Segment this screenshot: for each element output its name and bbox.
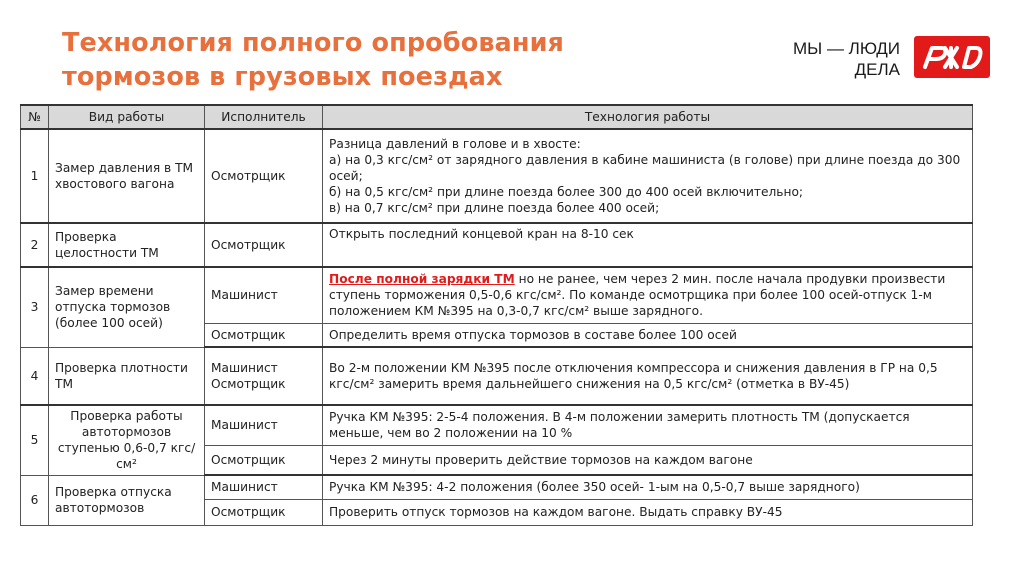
table-row [21,223,973,267]
slogan-line-2: ДЕЛА [854,60,900,79]
technology-cell: Во 2-м положении КМ №395 после отключения компрессора и снижения давления в ГР на 0,5 кгс/см² замерить время дальнейшего снижения на 0,5 кгс/см² (отметка в ВУ-45) [323,347,973,405]
executor-cell: Осмотрщик [205,499,323,525]
executor-name: Машинист [211,361,278,375]
technology-cell: Открыть последний концевой кран на 8-10 сек [323,223,973,267]
executor-cell: Осмотрщик [205,129,323,223]
executor-cell: Машинист [205,267,323,323]
technology-text: но не ранее, чем через 2 мин. после начала продувки произвести ступень торможения 0,5-0,6 кгс/см². По команде осмотрщика при более 100 осей-отпуск 1-м положением КМ №395 на 0,3-0,7 кгс/см² выше зарядного. [329,272,946,319]
page-title [62,26,564,94]
page-title-line-2: тормозов в грузовых поездах [62,62,503,92]
rzd-logo [914,36,990,78]
executor-name: Осмотрщик [211,377,286,391]
technology-cell: Ручка КМ №395: 2-5-4 положения. В 4-м положении замерить плотность ТМ (допускается меньше, чем во 2 положении на 10 % [323,405,973,445]
column-header-number: № [21,105,49,129]
work-type-cell: Замер давления в ТМ хвостового вагона [49,129,205,223]
technology-cell: Ручка КМ №395: 4-2 положения (более 350 осей- 1-ым на 0,5-0,7 выше зарядного) [323,475,973,499]
executor-cell: Машинист [205,475,323,499]
executor-cell: Машинист [205,405,323,445]
column-header-technology: Технология работы [323,105,973,129]
row-number: 4 [21,347,49,405]
technology-line: в) на 0,7 кгс/см² при длине поезда более 400 осей; [329,201,660,215]
page-title-line-1: Технология полного опробования [62,28,565,58]
row-number: 5 [21,405,49,475]
technology-cell: Через 2 минуты проверить действие тормозов на каждом вагоне [323,445,973,475]
technology-table [20,104,973,526]
work-type-cell: Проверка работы автотормозов ступенью 0,6-0,7 кгс/см² [49,405,205,475]
table-row [21,267,973,323]
table-row [21,347,973,405]
table-row [21,405,973,445]
row-number: 1 [21,129,49,223]
highlight-text: После полной зарядки ТМ [329,272,515,287]
work-type-cell: Проверка целостности ТМ [49,223,205,267]
technology-cell: Проверить отпуск тормозов на каждом вагоне. Выдать справку ВУ-45 [323,499,973,525]
executor-cell: Осмотрщик [205,323,323,347]
executor-cell: Осмотрщик [205,445,323,475]
table-row [21,475,973,499]
work-type-cell: Замер времени отпуска тормозов (более 100 осей) [49,267,205,347]
row-number: 2 [21,223,49,267]
table-header-row [21,105,973,129]
rzd-logo-mark [914,36,990,78]
technology-line: б) на 0,5 кгс/см² при длине поезда более 300 до 400 осей включительно; [329,185,804,199]
row-number: 6 [21,475,49,525]
technology-line: Разница давлений в голове и в хвосте: [329,137,581,151]
technology-cell [323,267,973,323]
technology-cell: Определить время отпуска тормозов в составе более 100 осей [323,323,973,347]
executor-cell: Осмотрщик [205,223,323,267]
column-header-work-type: Вид работы [49,105,205,129]
row-number: 3 [21,267,49,347]
column-header-executor: Исполнитель [205,105,323,129]
technology-cell [323,129,973,223]
executor-cell [205,347,323,405]
slogan [760,38,900,80]
slogan-line-1: МЫ — ЛЮДИ [793,39,900,58]
technology-line: а) на 0,3 кгс/см² от зарядного давления в кабине машиниста (в голове) при длине поезда до 300 осей; [329,153,961,183]
work-type-cell: Проверка плотности ТМ [49,347,205,405]
table-row [21,129,973,223]
work-type-cell: Проверка отпуска автотормозов [49,475,205,525]
